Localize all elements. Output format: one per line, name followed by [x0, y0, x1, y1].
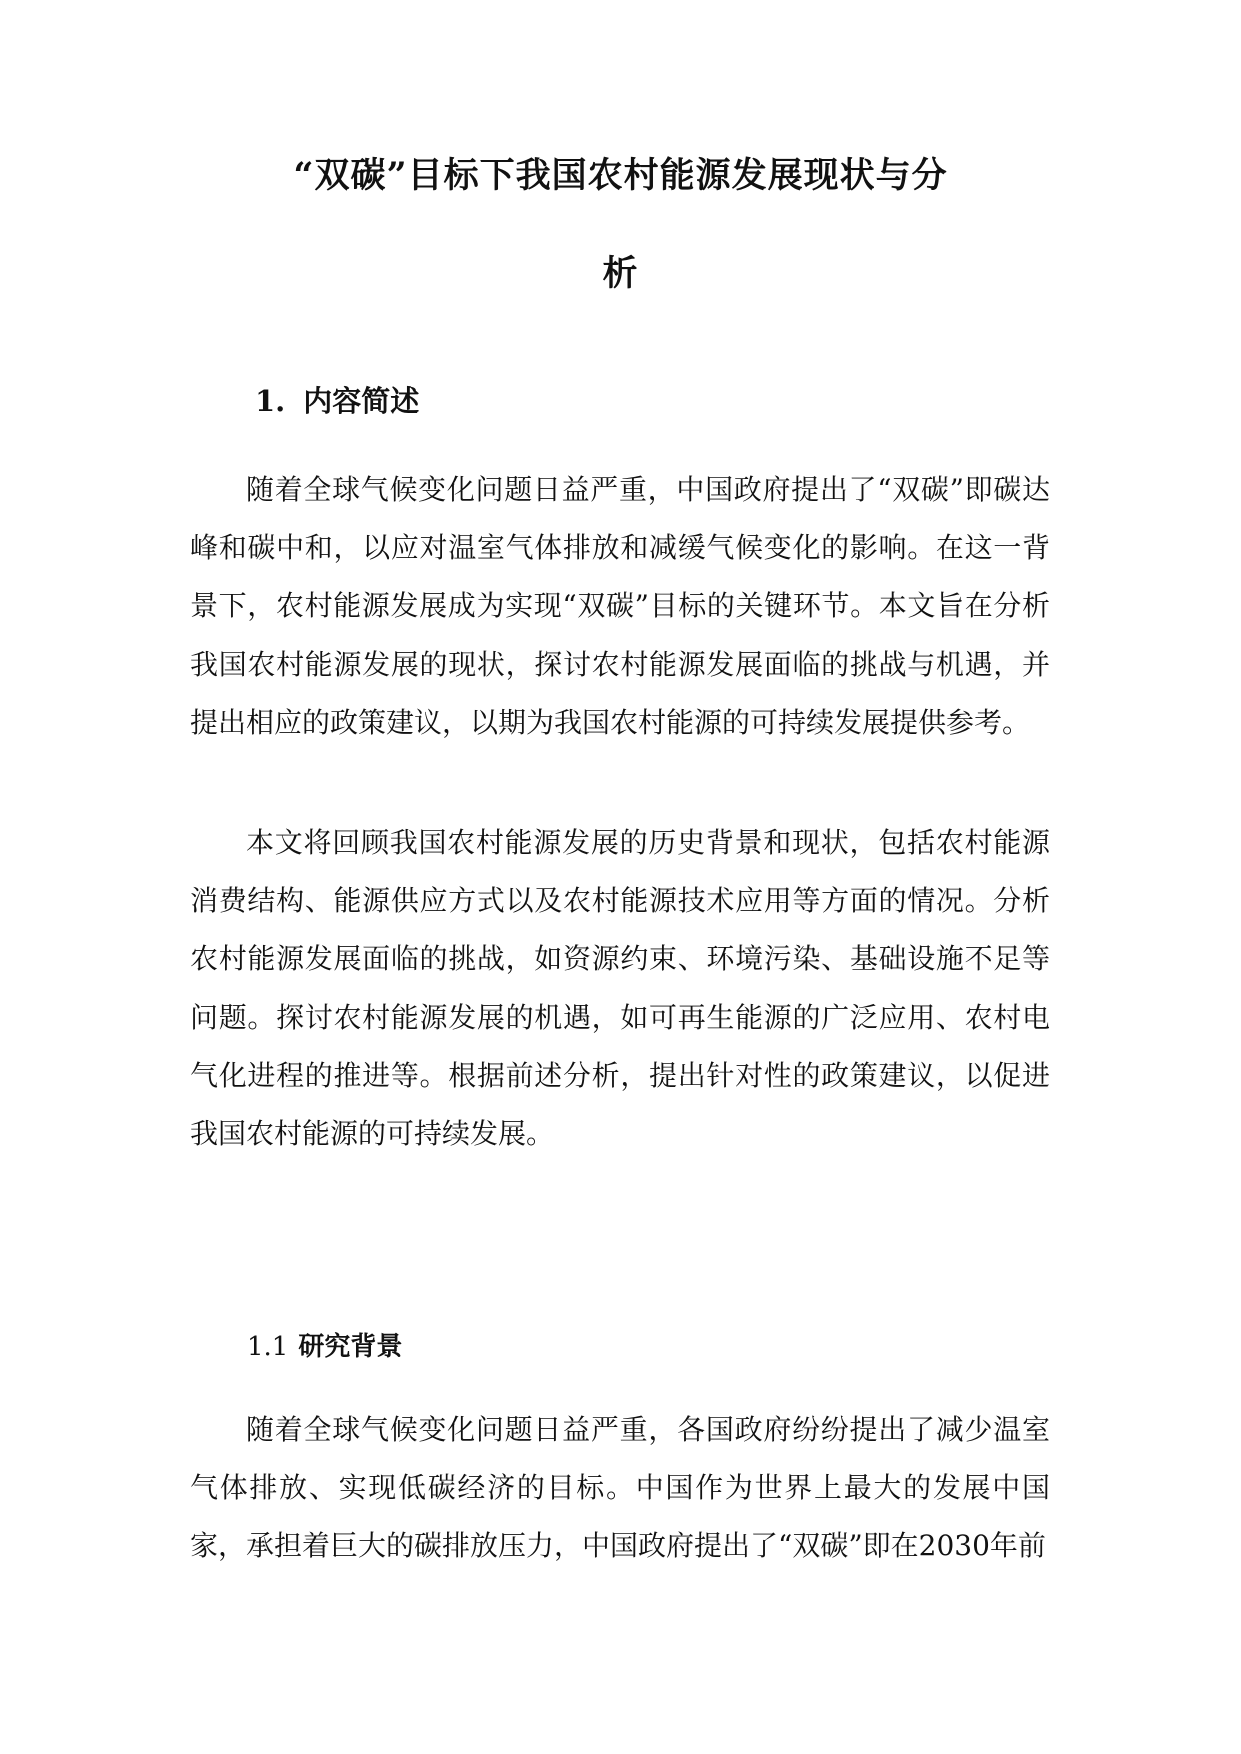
section-number: 1. [255, 384, 286, 418]
subsection-number: 1.1 [247, 1332, 289, 1362]
paragraph: 本文将回顾我国农村能源发展的历史背景和现状，包括农村能源消费结构、能源供应方式以及农村能源技术应用等方面的情况。分析农村能源发展面临的挑战，如资源约束、环境污染、基础设施不足等问题。探讨农村能源发展的机遇，如可再生能源的广泛应用、农村电气化进程的推进等。根据前述分析，提出针对性的政策建议，以促进我国农村能源的可持续发展。 [190, 826, 1050, 1151]
document-title-line-2: 析 [602, 253, 639, 294]
paragraph: 随着全球气候变化问题日益严重，各国政府纷纷提出了减少温室气体排放、实现低碳经济的目标。中国作为世界上最大的发展中国家，承担着巨大的碳排放压力，中国政府提出了“双碳”即在2030年前 [190, 1413, 1050, 1563]
section-heading-1-1 [247, 1329, 402, 1365]
document-title-line-1: “双碳”目标下我国农村能源发展现状与分 [293, 155, 948, 196]
paragraph: 随着全球气候变化问题日益严重，中国政府提出了“双碳”即碳达峰和碳中和，以应对温室气体排放和减缓气候变化的影响。在这一背景下，农村能源发展成为实现“双碳”目标的关键环节。本文旨在分析我国农村能源发展的现状，探讨农村能源发展面临的挑战与机遇，并提出相应的政策建议，以期为我国农村能源的可持续发展提供参考。 [190, 473, 1050, 739]
subsection-title: 研究背景 [298, 1332, 403, 1362]
section-title: 内容简述 [303, 384, 420, 418]
section-heading-1 [255, 381, 419, 421]
